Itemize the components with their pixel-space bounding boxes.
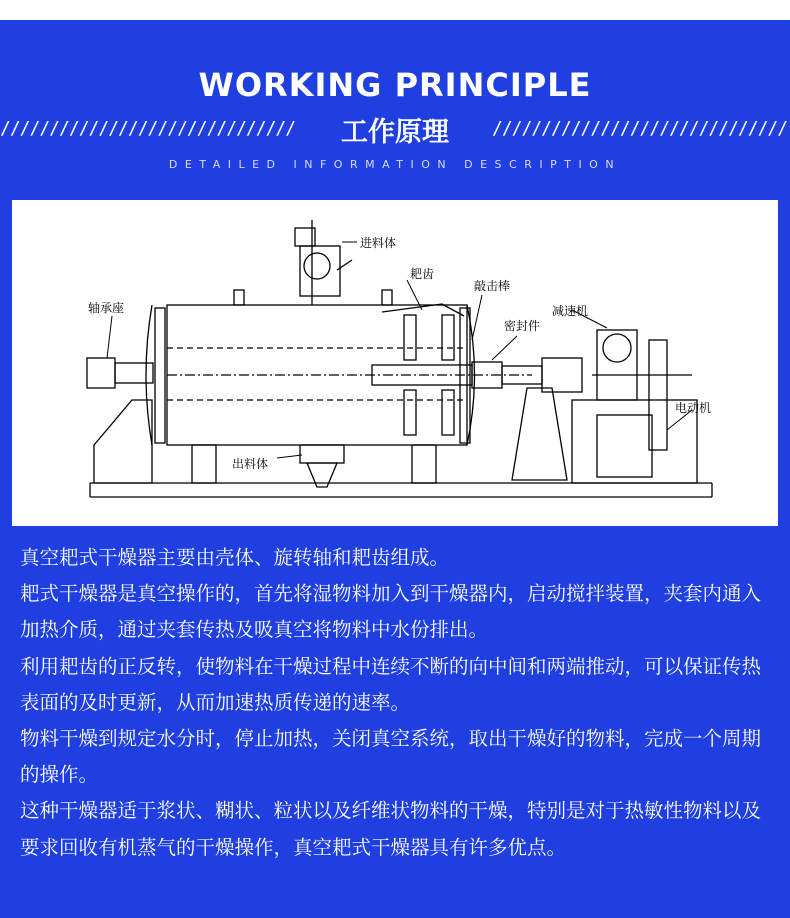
motor [597,415,652,477]
label-knock-rod: 敲击棒 [474,279,511,293]
description-paragraph: 耙式干燥器是真空操作的，首先将湿物料加入到干燥器内，启动搅拌装置，夹套内通入加热介质，通过夹套传热及吸真空将物料中水份排出。 [20,582,762,642]
reducer [597,330,637,400]
rake-teeth [404,315,416,360]
reducer-support [512,388,567,480]
description [20,540,770,866]
label-reducer: 减速机 [552,304,589,318]
discharge-body [300,445,344,463]
label-feed: 进料体 [360,236,397,250]
label-bearing-seat: 轴承座 [88,301,125,315]
decorative-slashes-right: ////////////////////////////// [492,118,788,139]
label-discharge: 出料体 [232,457,269,471]
section-subtitle: 工作原理 [341,117,449,148]
decorative-slashes-left: ////////////////////////////// [0,118,296,139]
section-caption: DETAILED INFORMATION DESCRIPTION [168,158,622,171]
left-support [94,400,152,483]
description-paragraph: 物料干燥到规定水分时，停止加热，关闭真空系统，取出干燥好的物料，完成一个周期的操作。 [20,727,762,787]
subtitle-row [0,110,790,150]
label-rake-teeth: 耙齿 [410,267,435,281]
description-paragraph: 真空耙式干燥器主要由壳体、旋转轴和耙齿组成。 [20,546,450,569]
description-paragraph: 这种干燥器适于浆状、糊状、粒状以及纤维状物料的干燥，特别是对于热敏性物料以及要求回收有机蒸气的干燥操作，真空耙式干燥器具有许多优点。 [20,799,762,859]
description-paragraph: 利用耙齿的正反转，使物料在干燥过程中连续不断的向中间和两端推动，可以保证传热表面的及时更新，从而加速热质传递的速率。 [20,654,762,714]
bearing-seat [87,358,115,388]
section-title: WORKING PRINCIPLE [198,66,592,104]
label-seal: 密封件 [504,319,541,333]
dryer-schematic [12,200,778,526]
label-motor: 电动机 [675,401,712,415]
dryer-diagram [12,200,778,526]
